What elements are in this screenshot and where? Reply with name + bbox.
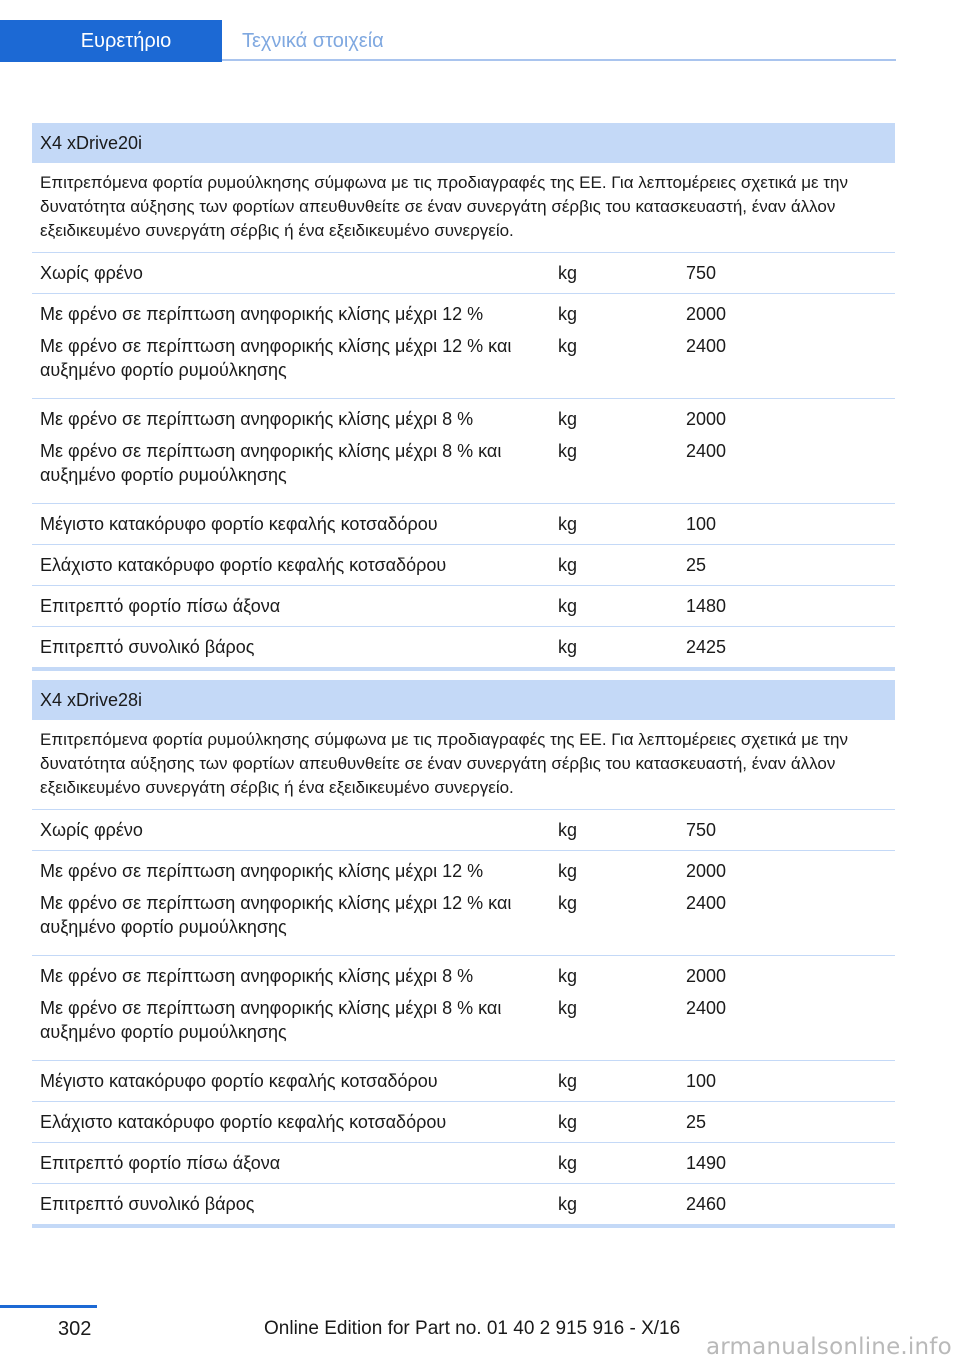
section-description: Επιτρεπόμενα φορτία ρυμούλκησης σύμφωνα με τις προδιαγραφές της ΕΕ. Για λεπτομέρειες σχετικά με την δυνατότητα αύξησης των φορτίων απευθυνθείτε σε έναν συνεργάτη σέρβις του κατασκευαστή, έναν άλλον εξειδικευμένο συνεργάτη σέρβις ή ένα εξειδικευμένο συνεργείο. <box>32 163 895 253</box>
table-row <box>32 1061 895 1102</box>
row-value: 1490 <box>686 1153 727 1173</box>
row-label: Μέγιστο κατακόρυφο φορτίο κεφαλής κοτσαδόρου <box>40 514 438 534</box>
row-unit: kg <box>558 336 578 356</box>
table-row <box>32 545 895 586</box>
spec-section <box>32 680 895 1228</box>
row-unit: kg <box>558 1112 578 1132</box>
row-label: Ελάχιστο κατακόρυφο φορτίο κεφαλής κοτσαδόρου <box>40 1112 447 1132</box>
row-label: Με φρένο σε περίπτωση ανηφορικής κλίσης μέχρι 12 % και αυξημένο φορτίο ρυμούλκησης <box>40 336 512 380</box>
table-row <box>32 586 895 627</box>
row-unit: kg <box>558 514 578 534</box>
top-navigation <box>0 0 896 62</box>
row-unit: kg <box>558 555 578 575</box>
row-value: 100 <box>686 1071 717 1091</box>
row-label: Με φρένο σε περίπτωση ανηφορικής κλίσης μέχρι 8 % και αυξημένο φορτίο ρυμούλκησης <box>40 998 502 1042</box>
row-label: Με φρένο σε περίπτωση ανηφορικής κλίσης μέχρι 8 % <box>40 409 474 429</box>
row-value: 2000 <box>686 966 727 986</box>
row-value: 2460 <box>686 1194 727 1214</box>
table-row <box>32 504 895 545</box>
row-value: 750 <box>686 263 717 283</box>
table-row <box>32 399 895 504</box>
row-label: Χωρίς φρένο <box>40 820 143 840</box>
edition-text: Online Edition for Part no. 01 40 2 915 916 - X/16 <box>264 1318 681 1339</box>
row-unit: kg <box>558 998 578 1018</box>
row-unit: kg <box>558 861 578 881</box>
row-label: Επιτρεπτό φορτίο πίσω άξονα <box>40 1153 281 1173</box>
row-unit: kg <box>558 441 578 461</box>
row-value: 750 <box>686 820 717 840</box>
table-row <box>32 1184 895 1224</box>
row-value: 2000 <box>686 409 727 429</box>
row-unit: kg <box>558 1194 578 1214</box>
spec-section <box>32 123 895 671</box>
row-label: Ελάχιστο κατακόρυφο φορτίο κεφαλής κοτσαδόρου <box>40 555 447 575</box>
row-unit: kg <box>558 596 578 616</box>
section-end-rule <box>32 1224 895 1228</box>
section-description: Επιτρεπόμενα φορτία ρυμούλκησης σύμφωνα με τις προδιαγραφές της ΕΕ. Για λεπτομέρειες σχετικά με την δυνατότητα αύξησης των φορτίων απευθυνθείτε σε έναν συνεργάτη σέρβις του κατασκευαστή, έναν άλλον εξειδικευμένο συνεργάτη σέρβις ή ένα εξειδικευμένο συνεργείο. <box>32 720 895 810</box>
row-value: 2425 <box>686 637 727 657</box>
row-value: 2000 <box>686 304 727 324</box>
row-label: Μέγιστο κατακόρυφο φορτίο κεφαλής κοτσαδόρου <box>40 1071 438 1091</box>
row-label: Χωρίς φρένο <box>40 263 143 283</box>
table-row <box>32 810 895 851</box>
row-label: Με φρένο σε περίπτωση ανηφορικής κλίσης μέχρι 12 % <box>40 861 484 881</box>
tab-technical-data[interactable]: Τεχνικά στοιχεία <box>242 29 384 52</box>
row-unit: kg <box>558 637 578 657</box>
row-label: Με φρένο σε περίπτωση ανηφορικής κλίσης μέχρι 8 % <box>40 966 474 986</box>
row-label: Επιτρεπτό συνολικό βάρος <box>40 637 255 657</box>
table-row <box>32 627 895 667</box>
row-unit: kg <box>558 966 578 986</box>
table-row <box>32 1143 895 1184</box>
tab-index[interactable]: Ευρετήριο <box>0 20 222 62</box>
table-row <box>32 294 895 399</box>
section-title: X4 xDrive28i <box>32 680 895 720</box>
row-unit: kg <box>558 893 578 913</box>
footer-rule <box>0 1305 97 1308</box>
row-unit: kg <box>558 1071 578 1091</box>
row-unit: kg <box>558 1153 578 1173</box>
table-row <box>32 1102 895 1143</box>
section-end-rule <box>32 667 895 671</box>
row-unit: kg <box>558 263 578 283</box>
watermark: armanualsonline.info <box>706 1334 952 1360</box>
section-title: X4 xDrive20i <box>32 123 895 163</box>
table-row <box>32 253 895 294</box>
row-value: 2400 <box>686 336 727 356</box>
row-label: Με φρένο σε περίπτωση ανηφορικής κλίσης μέχρι 8 % και αυξημένο φορτίο ρυμούλκησης <box>40 441 502 485</box>
row-value: 2000 <box>686 861 727 881</box>
row-value: 2400 <box>686 441 727 461</box>
row-unit: kg <box>558 820 578 840</box>
row-unit: kg <box>558 304 578 324</box>
row-label: Επιτρεπτό φορτίο πίσω άξονα <box>40 596 281 616</box>
row-label: Με φρένο σε περίπτωση ανηφορικής κλίσης μέχρι 12 % <box>40 304 484 324</box>
row-unit: kg <box>558 409 578 429</box>
page-number: 302 <box>58 1318 92 1340</box>
table-row <box>32 956 895 1061</box>
header-rule <box>222 59 896 61</box>
row-value: 1480 <box>686 596 727 616</box>
row-value: 2400 <box>686 893 727 913</box>
row-value: 25 <box>686 555 707 575</box>
table-row <box>32 851 895 956</box>
row-label: Με φρένο σε περίπτωση ανηφορικής κλίσης μέχρι 12 % και αυξημένο φορτίο ρυμούλκησης <box>40 893 512 937</box>
row-value: 100 <box>686 514 717 534</box>
row-value: 25 <box>686 1112 707 1132</box>
row-value: 2400 <box>686 998 727 1018</box>
row-label: Επιτρεπτό συνολικό βάρος <box>40 1194 255 1214</box>
